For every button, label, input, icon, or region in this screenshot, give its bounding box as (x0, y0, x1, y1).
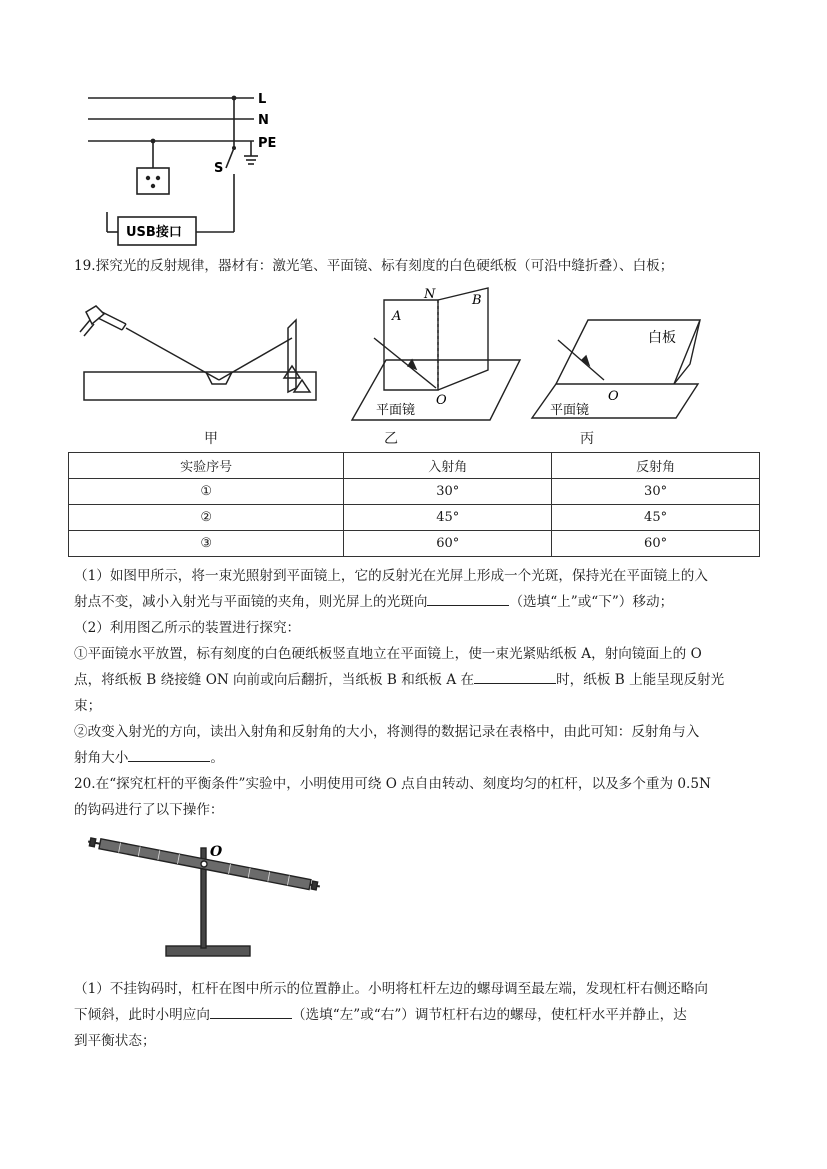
figure-yi (350, 282, 525, 424)
reflection-data-table (68, 452, 760, 557)
lever-pivot-label: O (210, 844, 223, 860)
q19-step1-line2: 点，将纸板 B 绕接缝 ON 向前或向后翻折，当纸板 B 和纸板 A 在 时，纸板 B 上能呈现反射光 (74, 667, 764, 693)
table-cell: ② (69, 505, 344, 531)
q20-stem-line2: 的钩码进行了以下操作： (74, 802, 224, 818)
table-cell: ③ (69, 531, 344, 557)
table-cell: 30° (344, 479, 552, 505)
q19-part2: （2）利用图乙所示的装置进行探究： (74, 620, 301, 636)
switch-label: S (214, 161, 224, 176)
q19-part1-line2: 射点不变，减小入射光与平面镜的夹角，则光屏上的光斑向 （选填“上”或“下”）移动； (74, 589, 764, 615)
table-row (69, 479, 760, 505)
table-cell: 45° (552, 505, 760, 531)
line-pe-label: PE (258, 136, 277, 151)
q20-stem-line1: 20.在“探究杠杆的平衡条件”实验中，小明使用可绕 O 点自由转动、刻度均匀的杠杆，以及多个重为 0.5N (74, 776, 711, 792)
table-cell: ① (69, 479, 344, 505)
yi-label-o: O (436, 393, 447, 408)
table-header: 实验序号 (69, 453, 344, 479)
bing-label-mirror: 平面镜 (550, 403, 590, 418)
usb-label: USB接口 (126, 225, 182, 240)
bing-label-o: O (608, 389, 619, 404)
line-l-label: L (258, 92, 267, 107)
line-n-label: N (258, 113, 269, 128)
q20-part1-line1: （1）不挂钩码时，杠杆在图中所示的位置静止。小明将杠杆左边的螺母调至最左端，发现杠杆右侧还略向 (74, 981, 708, 997)
table-header: 反射角 (552, 453, 760, 479)
table-row (69, 531, 760, 557)
table-cell: 30° (552, 479, 760, 505)
answer-blank-4[interactable] (210, 1004, 292, 1019)
table-cell: 60° (552, 531, 760, 557)
q19-stem: 19.探究光的反射规律，器材有：激光笔、平面镜、标有刻度的白色硬纸板（可沿中缝折叠）、白板； (74, 258, 674, 274)
q19-step1-line3: 束； (74, 698, 102, 714)
figure-bing (528, 312, 708, 424)
yi-label-mirror: 平面镜 (376, 403, 416, 418)
table-row (69, 505, 760, 531)
circuit-diagram (86, 86, 286, 248)
answer-blank-3[interactable] (128, 747, 210, 762)
q20-part1-line2: 下倾斜，此时小明应向 （选填“左”或“右”）调节杠杆右边的螺母，使杠杆水平并静止，达 (74, 1002, 764, 1028)
figure-jia (78, 300, 323, 408)
q19-step2-line2: 射角大小 。 (74, 745, 764, 771)
yi-label-n: N (424, 287, 436, 302)
fig-jia-caption: 甲 (204, 431, 218, 447)
fig-bing-caption: 丙 (580, 431, 594, 447)
yi-label-b: B (472, 293, 482, 308)
q19-part1-line1: （1）如图甲所示，将一束光照射到平面镜上，它的反射光在光屏上形成一个光斑，保持光在平面镜上的入 (74, 568, 708, 584)
table-cell: 45° (344, 505, 552, 531)
yi-label-a: A (392, 309, 402, 324)
answer-blank-1[interactable] (427, 591, 509, 606)
q20-part1-line3: 到平衡状态； (74, 1033, 156, 1049)
table-header: 入射角 (344, 453, 552, 479)
lever-figure (84, 826, 324, 966)
answer-blank-2[interactable] (474, 669, 556, 684)
bing-label-board: 白板 (648, 330, 676, 346)
q19-step2-line1: ②改变入射光的方向，读出入射角和反射角的大小，将测得的数据记录在表格中，由此可知：反射角与入 (74, 724, 700, 740)
table-header-row (69, 453, 760, 479)
q19-step1-line1: ①平面镜水平放置，标有刻度的白色硬纸板竖直地立在平面镜上，使一束光紧贴纸板 A，射向镜面上的 O (74, 646, 702, 662)
table-cell: 60° (344, 531, 552, 557)
fig-yi-caption: 乙 (384, 431, 398, 447)
